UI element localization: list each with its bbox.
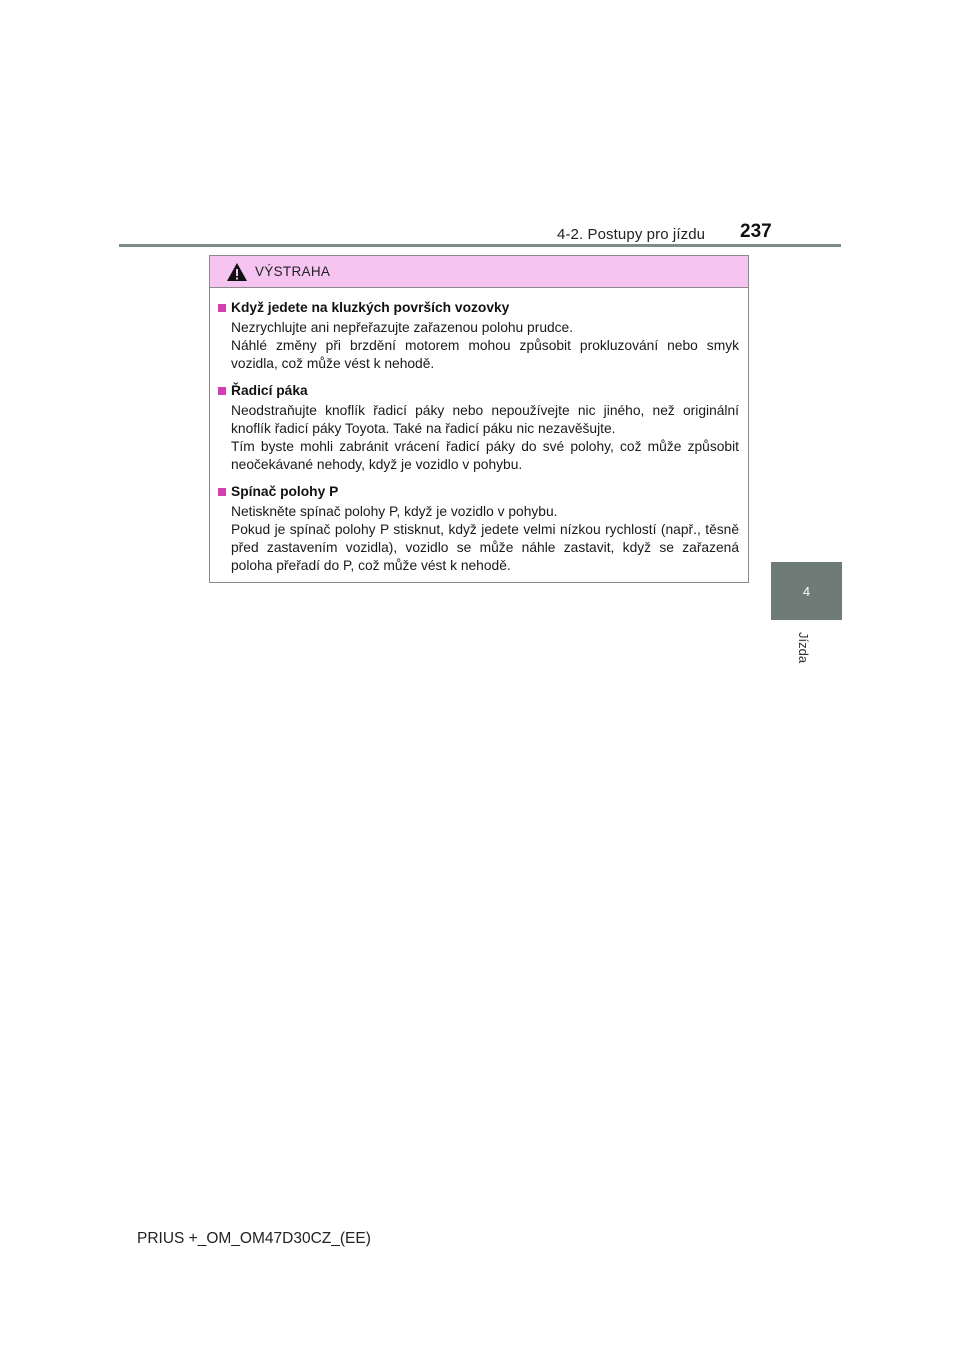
warning-triangle-icon bbox=[226, 262, 248, 282]
footer-document-code: PRIUS +_OM_OM47D30CZ_(EE) bbox=[137, 1230, 371, 1247]
header-rule bbox=[119, 244, 841, 247]
warning-item-paragraph: Tím byste mohli zabránit vrácení řadicí páky do své polohy, což může způsobit neočekávané nehody, když je vozidlo v pohybu. bbox=[231, 439, 739, 472]
warning-item bbox=[218, 381, 739, 474]
chapter-tab-number: 4 bbox=[802, 583, 811, 599]
bullet-square-icon bbox=[218, 488, 226, 496]
warning-item-heading bbox=[218, 298, 739, 317]
warning-item-heading bbox=[218, 482, 739, 501]
warning-item-paragraph: Nezrychlujte ani nepřeřazujte zařazenou polohu prudce. bbox=[231, 320, 574, 335]
warning-item-paragraph: Neodstraňujte knoflík řadicí páky nebo nepoužívejte nic jiného, než originální knoflík řadicí páky Toyota. Také na řadicí páku nic nezavěšujte. bbox=[231, 403, 739, 436]
chapter-tab-label: Jízda bbox=[796, 632, 811, 664]
warning-item-heading-text: Řadicí páka bbox=[231, 383, 308, 398]
warning-item-text bbox=[218, 402, 739, 474]
warning-body bbox=[210, 288, 748, 575]
warning-item-text bbox=[218, 319, 739, 373]
warning-item bbox=[218, 482, 739, 575]
warning-item-paragraph: Náhlé změny při brzdění motorem mohou způsobit prokluzování nebo smyk vozidla, což může vést k nehodě. bbox=[231, 338, 739, 371]
bullet-square-icon bbox=[218, 304, 226, 312]
page-number: 237 bbox=[740, 221, 772, 242]
warning-item-heading-text: Spínač polohy P bbox=[231, 484, 339, 499]
warning-item-heading-text: Když jedete na kluzkých površích vozovky bbox=[231, 300, 510, 315]
warning-title: VÝSTRAHA bbox=[255, 264, 331, 279]
warning-item-text bbox=[218, 503, 739, 575]
warning-item bbox=[218, 298, 739, 373]
header-section-title: 4-2. Postupy pro jízdu bbox=[557, 226, 706, 243]
warning-header bbox=[210, 256, 748, 288]
warning-item-heading bbox=[218, 381, 739, 400]
warning-item-paragraph: Netiskněte spínač polohy P, když je vozidlo v pohybu. bbox=[231, 504, 558, 519]
chapter-tab bbox=[771, 562, 842, 620]
warning-item-paragraph: Pokud je spínač polohy P stisknut, když jedete velmi nízkou rychlostí (např., těsně před zastavením vozidla), vozidlo se může náhle zastavit, když se zařazená poloha přeřadí do P, což může vést k nehodě. bbox=[231, 522, 739, 573]
warning-box bbox=[209, 255, 749, 583]
bullet-square-icon bbox=[218, 387, 226, 395]
